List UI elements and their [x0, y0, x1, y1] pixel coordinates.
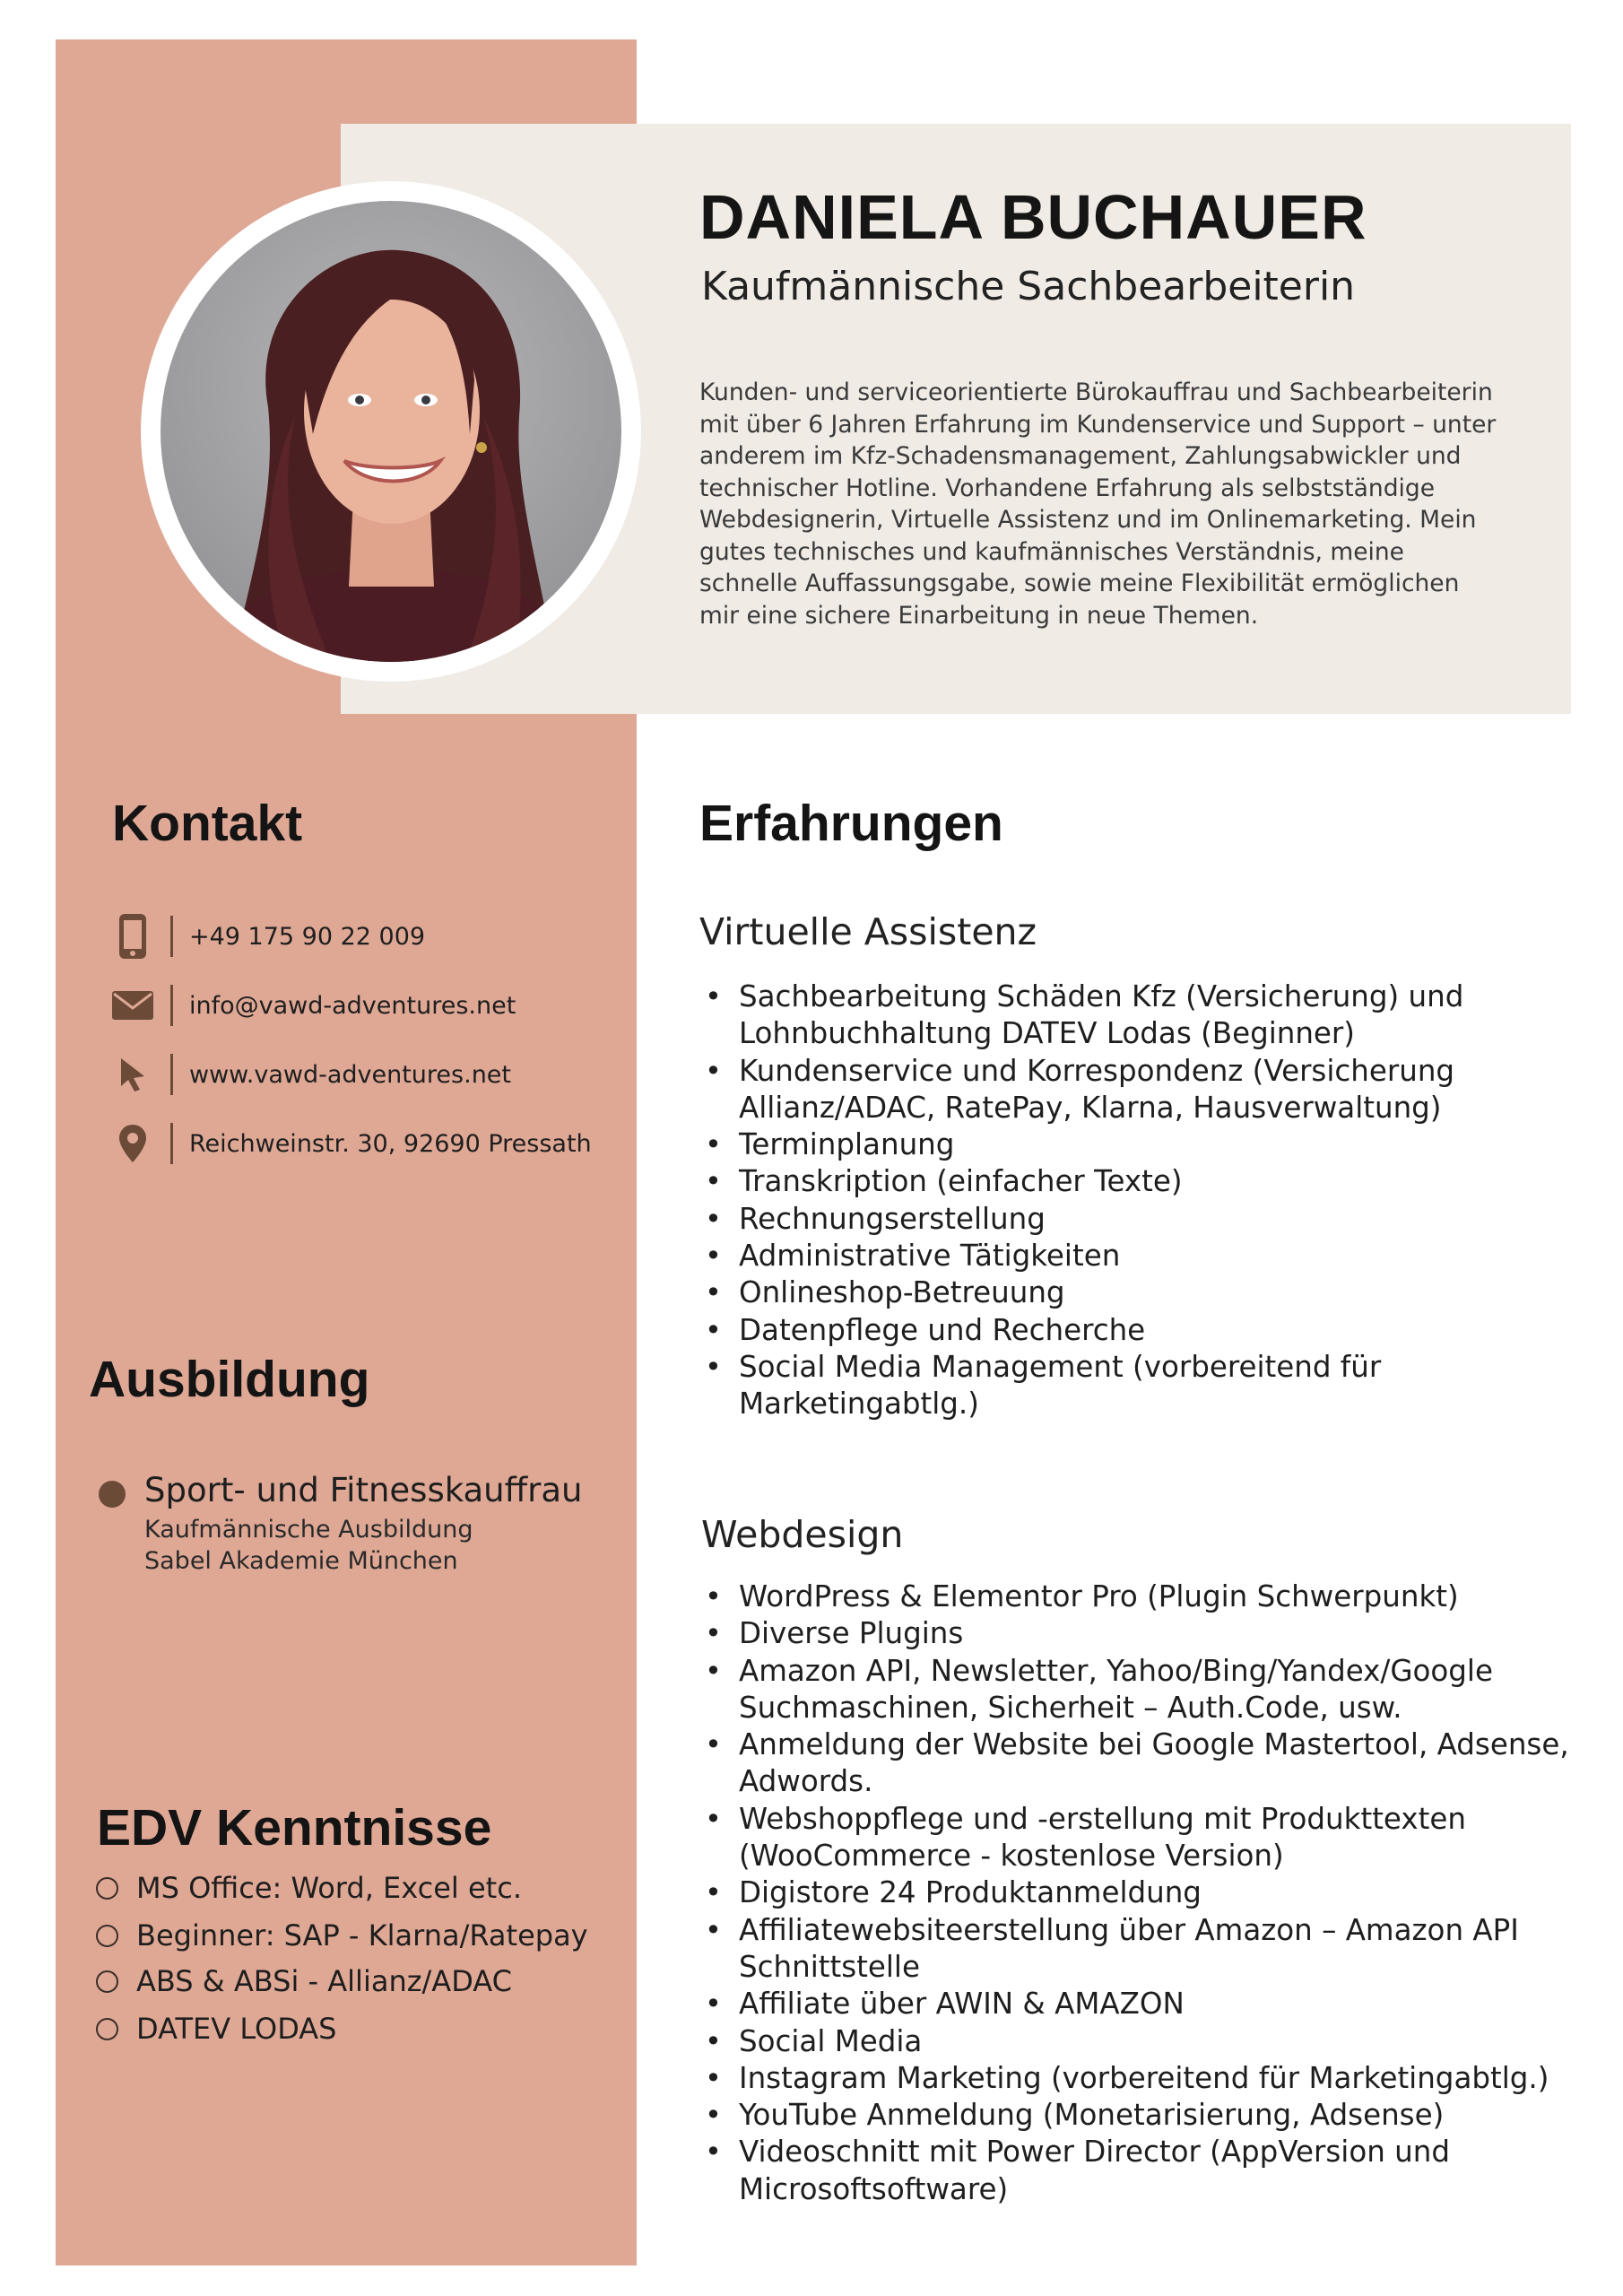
experience-item-line: • Affiliate über AWIN & AMAZON [739, 1987, 1185, 2022]
summary-line: Kunden- und serviceorientierte Bürokauffrau und Sachbearbeiterin [699, 378, 1493, 406]
skill-item [96, 1871, 522, 1905]
education-type: Kaufmännische Ausbildung [144, 1516, 473, 1544]
portrait-illustration [161, 201, 621, 662]
experience-item-line: • Social Media [739, 2023, 923, 2058]
experience-list-item [739, 1274, 1463, 1311]
summary-line: gutes technisches und kaufmännisches Verständnis, meine [699, 537, 1404, 566]
profile-photo-frame [141, 181, 641, 682]
location-pin-icon [108, 1120, 158, 1167]
summary-line: schnelle Auffassungsgabe, sowie meine Flexibilität ermöglichen [699, 570, 1460, 597]
experience-item-line: • WordPress & Elementor Pro (Plugin Schwerpunkt) [739, 1579, 1459, 1613]
summary-line: mir eine sichere Einarbeitung in neue Themen. [699, 601, 1259, 630]
virtual-assistant-list [739, 978, 1463, 1423]
skill-label: MS Office: Word, Excel etc. [136, 1871, 522, 1905]
experience-list-item [739, 1653, 1569, 1727]
bullet-dot-icon [99, 1481, 126, 1508]
contact-divider [170, 1054, 173, 1095]
experience-heading: Erfahrungen [699, 795, 1003, 852]
experience-item-line: • Affiliatewebsiteerstellung über Amazon – Amazon API [739, 1912, 1519, 1947]
job-title: Kaufmännische Sachbearbeiterin [701, 264, 1356, 309]
experience-item-line: • Rechnungserstellung [739, 1201, 1046, 1236]
profile-summary [699, 377, 1560, 631]
experience-item-line: (WooCommerce - kostenlose Version) [739, 1839, 1284, 1874]
section-title-webdesign: Webdesign [701, 1513, 904, 1556]
experience-list-item [739, 1615, 1569, 1652]
experience-list-item [739, 2023, 1569, 2060]
circle-bullet-icon [96, 1877, 118, 1900]
contact-phone [108, 913, 425, 960]
profile-photo [161, 201, 621, 662]
experience-list-item [739, 1201, 1463, 1238]
experience-item-line: Microsoftsoftware) [739, 2171, 1009, 2206]
postal-address: Reichweinstr. 30, 92690 Pressath [189, 1129, 592, 1158]
contact-heading: Kontakt [112, 795, 303, 852]
experience-item-line: Lohnbuchhaltung DATEV Lodas (Beginner) [739, 1016, 1355, 1051]
experience-item-line: • Diverse Plugins [739, 1616, 964, 1651]
experience-item-line: • Webshoppflege und -erstellung mit Produkttexten [739, 1801, 1466, 1836]
experience-item-line: • Datenpflege und Recherche [739, 1312, 1146, 1347]
candidate-name: DANIELA BUCHAUER [699, 182, 1367, 252]
circle-bullet-icon [96, 1925, 118, 1947]
experience-item-line: • Onlineshop-Betreuung [739, 1275, 1065, 1310]
experience-item-line: • YouTube Anmeldung (Monetarisierung, Adsense) [739, 2098, 1445, 2133]
skills-heading: EDV Kenntnisse [97, 1799, 492, 1857]
experience-list-item [739, 2060, 1569, 2097]
section-title-virtual-assistant: Virtuelle Assistenz [699, 910, 1037, 953]
experience-item-line: • Anmeldung der Website bei Google Mastertool, Adsense, [739, 1727, 1569, 1762]
contact-address [108, 1120, 592, 1167]
contact-divider [170, 985, 173, 1026]
skill-label: Beginner: SAP - Klarna/Ratepay [136, 1918, 588, 1952]
experience-list-item [739, 1126, 1463, 1163]
summary-line: anderem im Kfz-Schadensmanagement, Zahlungsabwickler und [699, 442, 1462, 470]
experience-list-item [739, 1801, 1569, 1875]
experience-list-item [739, 2134, 1569, 2208]
experience-item-line: Allianz/ADAC, RatePay, Klarna, Hausverwaltung) [739, 1090, 1442, 1125]
experience-item-line: • Social Media Management (vorbereitend für [739, 1349, 1382, 1384]
experience-list-item [739, 1726, 1569, 1801]
experience-list-item [739, 1053, 1463, 1127]
circle-bullet-icon [96, 1970, 118, 1993]
experience-list-item [739, 978, 1463, 1053]
experience-list-item [739, 1163, 1463, 1200]
experience-item-line: • Videoschnitt mit Power Director (AppVersion und [739, 2135, 1450, 2170]
website-url[interactable]: www.vawd-adventures.net [189, 1060, 512, 1089]
cursor-icon [108, 1051, 158, 1098]
experience-list-item [739, 1874, 1569, 1911]
education-school: Sabel Akademie München [144, 1547, 458, 1575]
experience-item-line: • Instagram Marketing (vorbereitend für Marketingabtlg.) [739, 2060, 1549, 2095]
experience-list-item [739, 1986, 1569, 2022]
skill-item [96, 2012, 336, 2046]
experience-item-line: • Amazon API, Newsletter, Yahoo/Bing/Yandex/Google [739, 1653, 1493, 1688]
mail-icon [108, 982, 158, 1029]
contact-divider [170, 1123, 173, 1164]
skill-label: ABS & ABSi - Allianz/ADAC [136, 1964, 512, 1998]
skill-item [96, 1964, 512, 1998]
contact-divider [170, 916, 173, 957]
skill-label: DATEV LODAS [136, 2012, 337, 2046]
experience-item-line: • Digistore 24 Produktanmeldung [739, 1875, 1202, 1910]
contact-website [108, 1051, 511, 1098]
skill-item [96, 1918, 588, 1952]
experience-list-item [739, 1912, 1569, 1987]
experience-item-line: • Terminplanung [739, 1127, 955, 1162]
experience-item-line: Adwords. [739, 1764, 873, 1799]
experience-list-item [739, 2097, 1569, 2134]
experience-item-line: Suchmaschinen, Sicherheit – Auth.Code, usw. [739, 1690, 1402, 1725]
circle-bullet-icon [96, 2018, 118, 2040]
experience-list-item [739, 1349, 1463, 1423]
education-heading: Ausbildung [89, 1351, 370, 1408]
experience-list-item [739, 1312, 1463, 1349]
experience-list-item [739, 1238, 1463, 1274]
contact-email [108, 982, 516, 1029]
experience-item-line: • Kundenservice und Korrespondenz (Versicherung [739, 1053, 1455, 1088]
phone-number: +49 175 90 22 009 [189, 922, 426, 951]
summary-line: mit über 6 Jahren Erfahrung im Kundenservice und Support – unter [699, 410, 1497, 439]
summary-line: Webdesignerin, Virtuelle Assistenz und im Onlinemarketing. Mein [699, 506, 1477, 534]
education-title: Sport- und Fitnesskauffrau [144, 1471, 583, 1509]
phone-icon [108, 913, 158, 960]
experience-item-line: • Administrative Tätigkeiten [739, 1239, 1121, 1274]
experience-item-line: Marketingabtlg.) [739, 1387, 979, 1422]
email-address[interactable]: info@vawd-adventures.net [189, 991, 516, 1020]
summary-line: technischer Hotline. Vorhandene Erfahrung als selbstständige [699, 474, 1435, 502]
experience-item-line: Schnittstelle [739, 1949, 920, 1984]
experience-item-line: • Transkription (einfacher Texte) [739, 1164, 1183, 1199]
webdesign-list [739, 1578, 1569, 2208]
experience-list-item [739, 1578, 1569, 1615]
experience-item-line: • Sachbearbeitung Schäden Kfz (Versicherung) und [739, 979, 1464, 1013]
